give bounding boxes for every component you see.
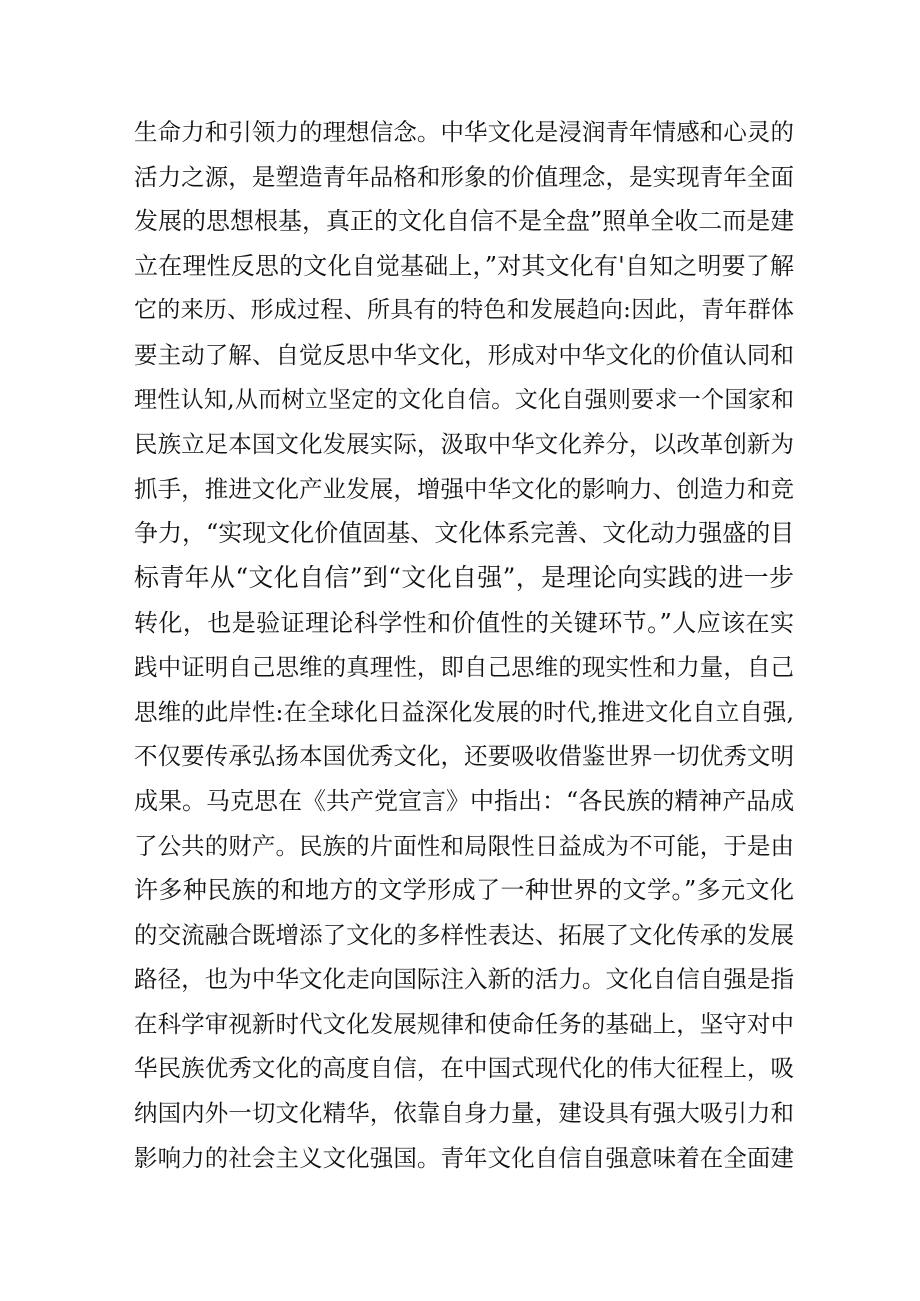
text-line: 标青年从“文化自信”到“文化自强”，是理论向实践的进一步 [134,562,794,592]
text-line: 活力之源，是塑造青年品格和形象的价值理念，是实现青年全面 [134,162,794,191]
text-line: 成果。马克思在《共产党宣言》中指出：“各民族的精神产品成 [134,786,795,815]
text-line: 思维的此岸性:在全球化日益深化发展的时代,推进文化自立自强, [134,697,794,726]
text-line: 不仅要传承弘扬本国优秀文化，还要吸收借鉴世界一切优秀文明 [134,742,794,771]
text-line: 纳国内外一切文化精华，依靠自身力量，建设具有强大吸引力和 [134,1099,794,1128]
text-line: 立在理性反思的文化自觉基础上，”对其文化有'自知之明要了解 [134,251,794,280]
text-line: 路径，也为中华文化走向国际注入新的活力。文化自信自强是指 [134,965,794,994]
body-paragraph [134,110,794,1180]
text-line: 践中证明自己思维的真理性，即自己思维的现实性和力量，自己 [134,653,794,682]
text-line: 影响力的社会主义文化强国。青年文化自信自强意味着在全面建 [134,1143,794,1172]
text-line: 在科学审视新时代文化发展规律和使命任务的基础上，坚守对中 [134,1009,794,1038]
text-line: 它的来历、形成过程、所具有的特色和发展趋向:因此，青年群体 [134,297,794,324]
text-line: 理性认知,从而树立坚定的文化自信。文化自强则要求一个国家和 [134,386,794,413]
text-line: 许多种民族的和地方的文学形成了一种世界的文学。”多元文化 [134,876,794,905]
text-line: 的交流融合既增添了文化的多样性表达、拓展了文化传承的发展 [134,920,794,949]
text-line: 发展的思想根基，真正的文化自信不是全盘”照单全收二而是建 [134,207,795,236]
text-line: 华民族优秀文化的高度自信，在中国式现代化的伟大征程上，吸 [134,1054,794,1083]
text-line: 生命力和引领力的理想信念。中华文化是浸润青年情感和心灵的 [134,118,794,146]
text-line: 要主动了解、自觉反思中华文化，形成对中华文化的价值认同和 [134,340,794,369]
text-line: 转化，也是验证理论科学性和价值性的关键环节。”人应该在实 [134,608,794,637]
text-line: 民族立足本国文化发展实际，汲取中华文化养分，以改革创新为 [134,430,794,459]
text-line: 了公共的财产。民族的片面性和局限性日益成为不可能，于是由 [134,831,794,860]
text-line: 争力，“实现文化价值固基、文化体系完善、文化动力强盛的目 [134,519,795,548]
text-line: 抓手，推进文化产业发展，增强中华文化的影响力、创造力和竞 [134,474,794,503]
